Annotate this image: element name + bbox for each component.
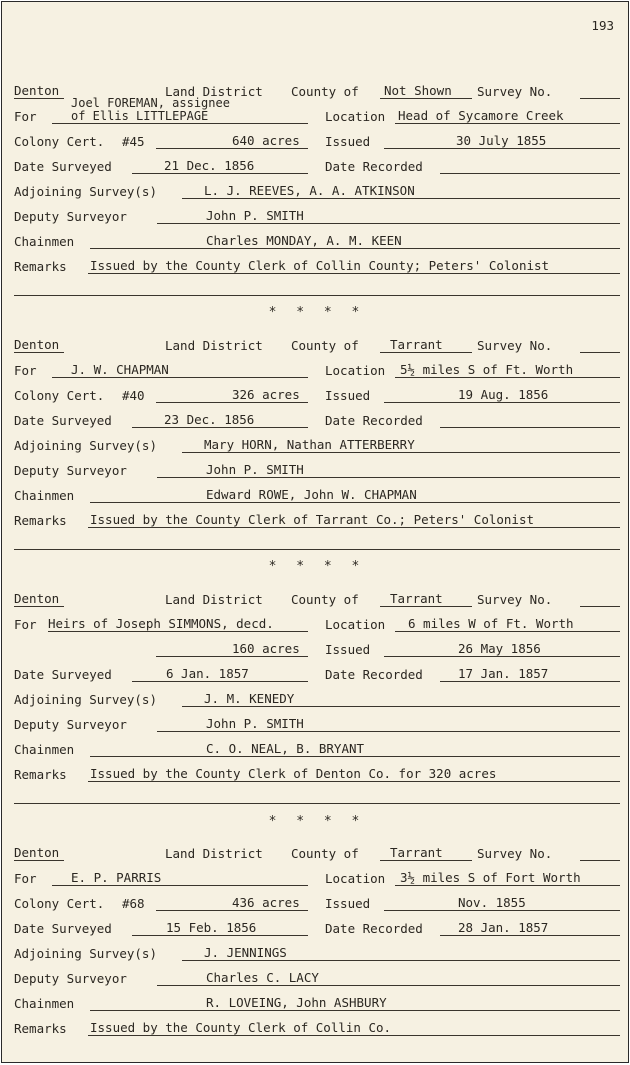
issued-value: Nov. 1855 [458,895,526,910]
remarks-continuation-line [14,549,620,550]
land-district-label: Land District [165,338,263,353]
location-label: Location [325,109,386,124]
location-value: 5½ miles S of Ft. Worth [400,362,574,377]
for-value: Heirs of Joseph SIMMONS, decd. [48,616,274,631]
chainmen-label: Chainmen [14,234,75,249]
survey-no-label: Survey No. [477,592,553,607]
date-surveyed-value: 15 Feb. 1856 [166,920,257,935]
date-surveyed-value: 21 Dec. 1856 [164,158,255,173]
cert-issued-line [14,382,620,407]
acres-value: 160 acres [232,641,300,656]
deputy-label: Deputy Surveyor [14,717,127,732]
remarks-value: Issued by the County Clerk of Collin County; Peters' Colonist [90,258,550,273]
dates-line [14,153,620,178]
deputy-label: Deputy Surveyor [14,971,127,986]
chainmen-label: Chainmen [14,488,75,503]
deputy-label: Deputy Surveyor [14,463,127,478]
land-district-label: Land District [165,846,263,861]
chainmen-line [14,736,620,761]
remarks-line [14,507,620,532]
adjoining-label: Adjoining Survey(s) [14,184,157,199]
for-value: E. P. PARRIS [71,870,162,885]
adjoining-line [14,178,620,203]
remarks-line [14,761,620,786]
location-label: Location [325,363,386,378]
adjoining-label: Adjoining Survey(s) [14,438,157,453]
cert-issued-line [14,636,620,661]
remarks-line [14,1015,620,1040]
deputy-value: John P. SMITH [206,462,304,477]
acres-value: 436 acres [232,895,300,910]
deputy-value: John P. SMITH [206,208,304,223]
dates-line [14,407,620,432]
survey-no-label: Survey No. [477,338,553,353]
record-separator: * * * * [268,559,366,574]
land-district-label: Land District [165,592,263,607]
date-surveyed-label: Date Surveyed [14,921,112,936]
county-label: County of [291,846,359,861]
page-number: 193 [591,18,614,33]
date-recorded-label: Date Recorded [325,921,423,936]
chainmen-label: Chainmen [14,996,75,1011]
for-location-line [14,96,620,128]
colony-cert-label: Colony Cert. [14,134,105,149]
adjoining-value: J. JENNINGS [204,945,287,960]
chainmen-value: C. O. NEAL, B. BRYANT [206,741,365,756]
adjoining-value: L. J. REEVES, A. A. ATKINSON [204,183,415,198]
county-value: Tarrant [390,337,443,352]
county-value: Tarrant [390,845,443,860]
for-location-line [14,611,620,636]
date-surveyed-label: Date Surveyed [14,667,112,682]
chainmen-value: Edward ROWE, John W. CHAPMAN [206,487,417,502]
county-value: Not Shown [384,83,452,98]
remarks-label: Remarks [14,513,67,528]
county-value: Tarrant [390,591,443,606]
for-location-line [14,357,620,382]
deputy-label: Deputy Surveyor [14,209,127,224]
colony-cert-label: Colony Cert. [14,896,105,911]
chainmen-line [14,228,620,253]
land-district-label: Land District [165,84,263,99]
remarks-value: Issued by the County Clerk of Tarrant Co.; Peters' Colonist [90,512,535,527]
dates-line [14,915,620,940]
adjoining-label: Adjoining Survey(s) [14,692,157,707]
adjoining-line [14,940,620,965]
land-district-value: Denton [14,845,60,860]
date-surveyed-label: Date Surveyed [14,413,112,428]
chainmen-value: Charles MONDAY, A. M. KEEN [206,233,402,248]
date-recorded-label: Date Recorded [325,159,423,174]
issued-label: Issued [325,642,371,657]
remarks-continuation-line [14,803,620,804]
date-recorded-label: Date Recorded [325,413,423,428]
issued-value: 19 Aug. 1856 [458,387,549,402]
land-district-value: Denton [14,83,60,98]
date-recorded-label: Date Recorded [325,667,423,682]
remarks-label: Remarks [14,259,67,274]
for-label: For [14,871,37,886]
issued-label: Issued [325,134,371,149]
remarks-label: Remarks [14,767,67,782]
date-surveyed-value: 6 Jan. 1857 [166,666,249,681]
issued-label: Issued [325,388,371,403]
for-value-line1: Joel FOREMAN, assignee [71,96,230,110]
remarks-value: Issued by the County Clerk of Collin Co. [90,1020,392,1035]
cert-number: #45 [122,134,145,149]
record-header-line [14,840,620,865]
chainmen-line [14,990,620,1015]
chainmen-value: R. LOVEING, John ASHBURY [206,995,387,1010]
location-value: 6 miles W of Ft. Worth [408,616,574,631]
for-label: For [14,109,37,124]
deputy-line [14,711,620,736]
issued-label: Issued [325,896,371,911]
deputy-line [14,203,620,228]
acres-value: 326 acres [232,387,300,402]
record-separator: * * * * [268,305,366,320]
county-label: County of [291,84,359,99]
adjoining-line [14,686,620,711]
adjoining-value: J. M. KENEDY [204,691,295,706]
for-label: For [14,363,37,378]
remarks-label: Remarks [14,1021,67,1036]
remarks-line [14,253,620,278]
county-label: County of [291,592,359,607]
acres-value: 640 acres [232,133,300,148]
colony-cert-label: Colony Cert. [14,388,105,403]
deputy-line [14,965,620,990]
land-district-value: Denton [14,337,60,352]
dates-line [14,661,620,686]
remarks-continuation-line [14,295,620,296]
location-label: Location [325,617,386,632]
survey-no-label: Survey No. [477,846,553,861]
document-page [1,1,629,1063]
date-surveyed-label: Date Surveyed [14,159,112,174]
for-location-line [14,865,620,890]
for-value: J. W. CHAPMAN [71,362,169,377]
cert-issued-line [14,128,620,153]
issued-value: 26 May 1856 [458,641,541,656]
date-surveyed-value: 23 Dec. 1856 [164,412,255,427]
for-value-line2: of Ellis LITTLEPAGE [71,109,209,123]
date-recorded-value: 28 Jan. 1857 [458,920,549,935]
date-recorded-value: 17 Jan. 1857 [458,666,549,681]
issued-value: 30 July 1855 [456,133,547,148]
deputy-value: John P. SMITH [206,716,304,731]
chainmen-line [14,482,620,507]
land-district-value: Denton [14,591,60,606]
location-value: 3½ miles S of Fort Worth [400,870,581,885]
adjoining-label: Adjoining Survey(s) [14,946,157,961]
location-value: Head of Sycamore Creek [398,108,564,123]
chainmen-label: Chainmen [14,742,75,757]
cert-number: #68 [122,896,145,911]
deputy-value: Charles C. LACY [206,970,319,985]
cert-issued-line [14,890,620,915]
remarks-value: Issued by the County Clerk of Denton Co. for 320 acres [90,766,497,781]
county-label: County of [291,338,359,353]
record-header-line [14,586,620,611]
for-label: For [14,617,37,632]
adjoining-line [14,432,620,457]
adjoining-value: Mary HORN, Nathan ATTERBERRY [204,437,415,452]
cert-number: #40 [122,388,145,403]
record-header-line [14,332,620,357]
location-label: Location [325,871,386,886]
deputy-line [14,457,620,482]
survey-no-label: Survey No. [477,84,553,99]
record-separator: * * * * [268,814,366,829]
